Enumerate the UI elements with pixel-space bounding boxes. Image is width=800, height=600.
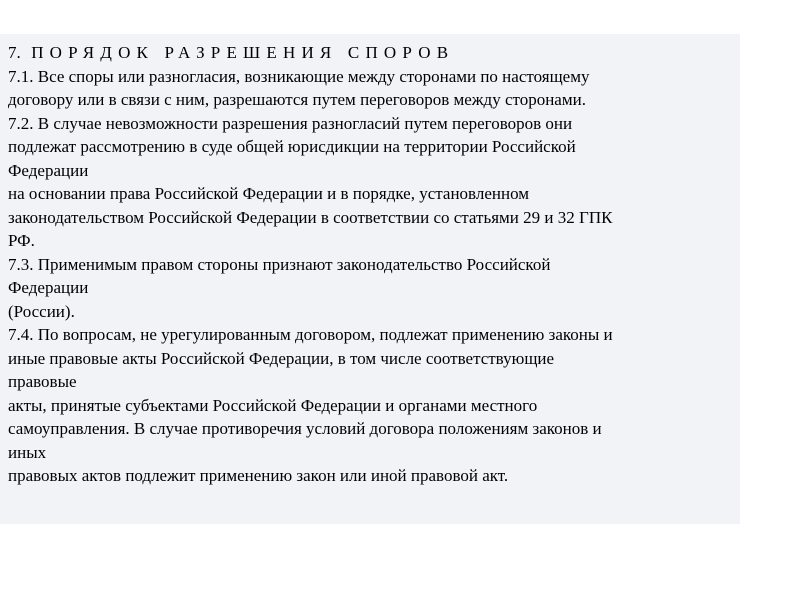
paragraph-line: иных: [8, 442, 47, 462]
section-heading: [8, 41, 740, 65]
paragraph-line: правовых актов подлежит применению закон или иной правовой акт.: [8, 466, 509, 485]
document-text-box: [0, 34, 740, 524]
paragraph-line: акты, принятые субъектами Российской Федерации и органами местного: [8, 395, 538, 415]
paragraph-line: РФ.: [8, 231, 35, 250]
paragraph-line: подлежат рассмотрению в суде общей юрисдикции на территории Российской: [8, 137, 576, 156]
paragraph-line: 7.4. По вопросам, не урегулированным договором, подлежат применению законы и: [8, 325, 613, 344]
paragraph-line: законодательством Российской Федерации в соответствии со статьями 29 и 32 ГПК: [8, 207, 613, 227]
section-title: ПОРЯДОК РАЗРЕШЕНИЯ СПОРОВ: [31, 43, 455, 62]
paragraph-line: Федерации: [8, 160, 89, 180]
paragraph-line: договору или в связи с ним, разрешаются путем переговоров между сторонами.: [8, 90, 586, 109]
paragraph-line: 7.3. Применимым правом стороны признают законодательство Российской: [8, 254, 551, 274]
paragraph-line: правовые: [8, 372, 77, 391]
paragraph-line: 7.2. В случае невозможности разрешения разногласий путем переговоров они: [8, 113, 573, 133]
section-number: 7.: [8, 43, 21, 62]
paragraph-line: 7.1. Все споры или разногласия, возникающие между сторонами по настоящему: [8, 66, 590, 86]
paragraph-line: самоуправления. В случае противоречия условий договора положениям законов и: [8, 419, 602, 438]
paragraph-line: на основании права Российской Федерации и в порядке, установленном: [8, 184, 530, 203]
paragraph-line: иные правовые акты Российской Федерации, в том числе соответствующие: [8, 348, 555, 368]
paragraph-line: (России).: [8, 301, 75, 321]
paragraph-line: Федерации: [8, 278, 89, 297]
